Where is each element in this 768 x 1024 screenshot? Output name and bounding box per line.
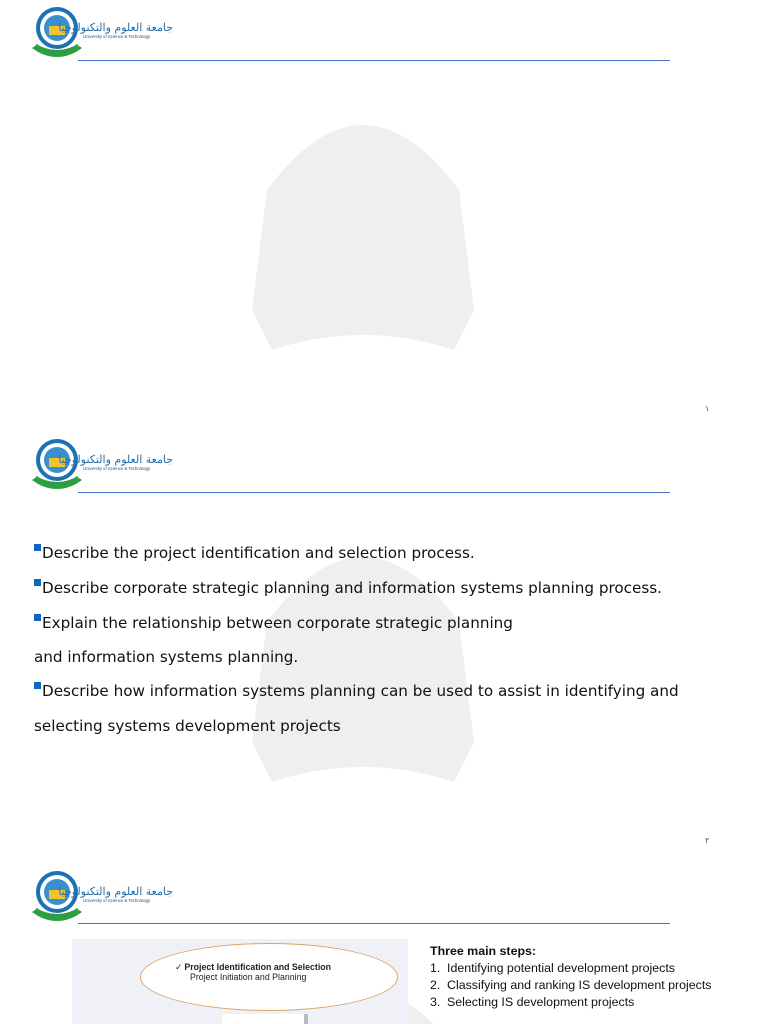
header-rule bbox=[78, 923, 670, 924]
checkmark-icon: ✓ bbox=[175, 962, 183, 972]
objective-text: Describe how information systems planning can be used to assist in identifying and bbox=[42, 682, 679, 700]
objective-item bbox=[34, 614, 734, 632]
step-item bbox=[430, 977, 760, 994]
university-name-en: University of Science & Technology bbox=[83, 466, 151, 471]
step-text: Identifying potential development projects bbox=[447, 961, 675, 975]
objective-text: Explain the relationship between corporate strategic planning bbox=[42, 614, 513, 632]
main-steps bbox=[430, 943, 760, 1011]
step-text: Classifying and ranking IS development projects bbox=[447, 978, 712, 992]
phase-next: Project Initiation and Planning bbox=[190, 972, 307, 982]
objective-text: selecting systems development projects bbox=[34, 717, 341, 735]
university-name-ar: جامعة العلوم والتكنولوجيا bbox=[58, 21, 173, 34]
square-bullet-icon bbox=[34, 544, 41, 551]
square-bullet-icon bbox=[34, 682, 41, 689]
diagram-column bbox=[222, 1014, 308, 1024]
phase-label: Project Identification and Selection bbox=[184, 962, 332, 972]
step-number: 2. bbox=[430, 978, 441, 992]
objective-continuation bbox=[34, 717, 734, 735]
slide-3 bbox=[0, 864, 768, 1024]
university-wordmark bbox=[58, 21, 173, 46]
university-wordmark bbox=[58, 885, 173, 910]
page-number: ٢ bbox=[705, 836, 710, 845]
objective-item bbox=[34, 579, 734, 597]
step-number: 1. bbox=[430, 961, 441, 975]
step-item bbox=[430, 960, 760, 977]
university-wordmark bbox=[58, 453, 173, 478]
slide-1 bbox=[0, 0, 768, 432]
objectives-list bbox=[34, 544, 734, 735]
square-bullet-icon bbox=[34, 614, 41, 621]
objective-item bbox=[34, 682, 734, 700]
step-text: Selecting IS development projects bbox=[447, 995, 635, 1009]
university-name-en: University of Science & Technology bbox=[83, 34, 151, 39]
step-number: 3. bbox=[430, 995, 441, 1009]
university-name-en: University of Science & Technology bbox=[83, 898, 151, 903]
page-number: ١ bbox=[705, 404, 710, 413]
slide-2 bbox=[0, 432, 768, 864]
university-name-ar: جامعة العلوم والتكنولوجيا bbox=[58, 453, 173, 466]
university-name-ar: جامعة العلوم والتكنولوجيا bbox=[58, 885, 173, 898]
objective-text: and information systems planning. bbox=[34, 648, 299, 666]
square-bullet-icon bbox=[34, 579, 41, 586]
steps-title: Three main steps: bbox=[430, 944, 537, 958]
objective-item bbox=[34, 544, 734, 562]
header-rule bbox=[78, 60, 670, 61]
objective-text: Describe the project identification and selection process. bbox=[42, 544, 475, 562]
objective-continuation bbox=[34, 648, 734, 666]
watermark-emblem bbox=[232, 70, 494, 350]
step-item bbox=[430, 994, 760, 1011]
header-rule bbox=[78, 492, 670, 493]
objective-text: Describe corporate strategic planning and information systems planning process. bbox=[42, 579, 663, 597]
